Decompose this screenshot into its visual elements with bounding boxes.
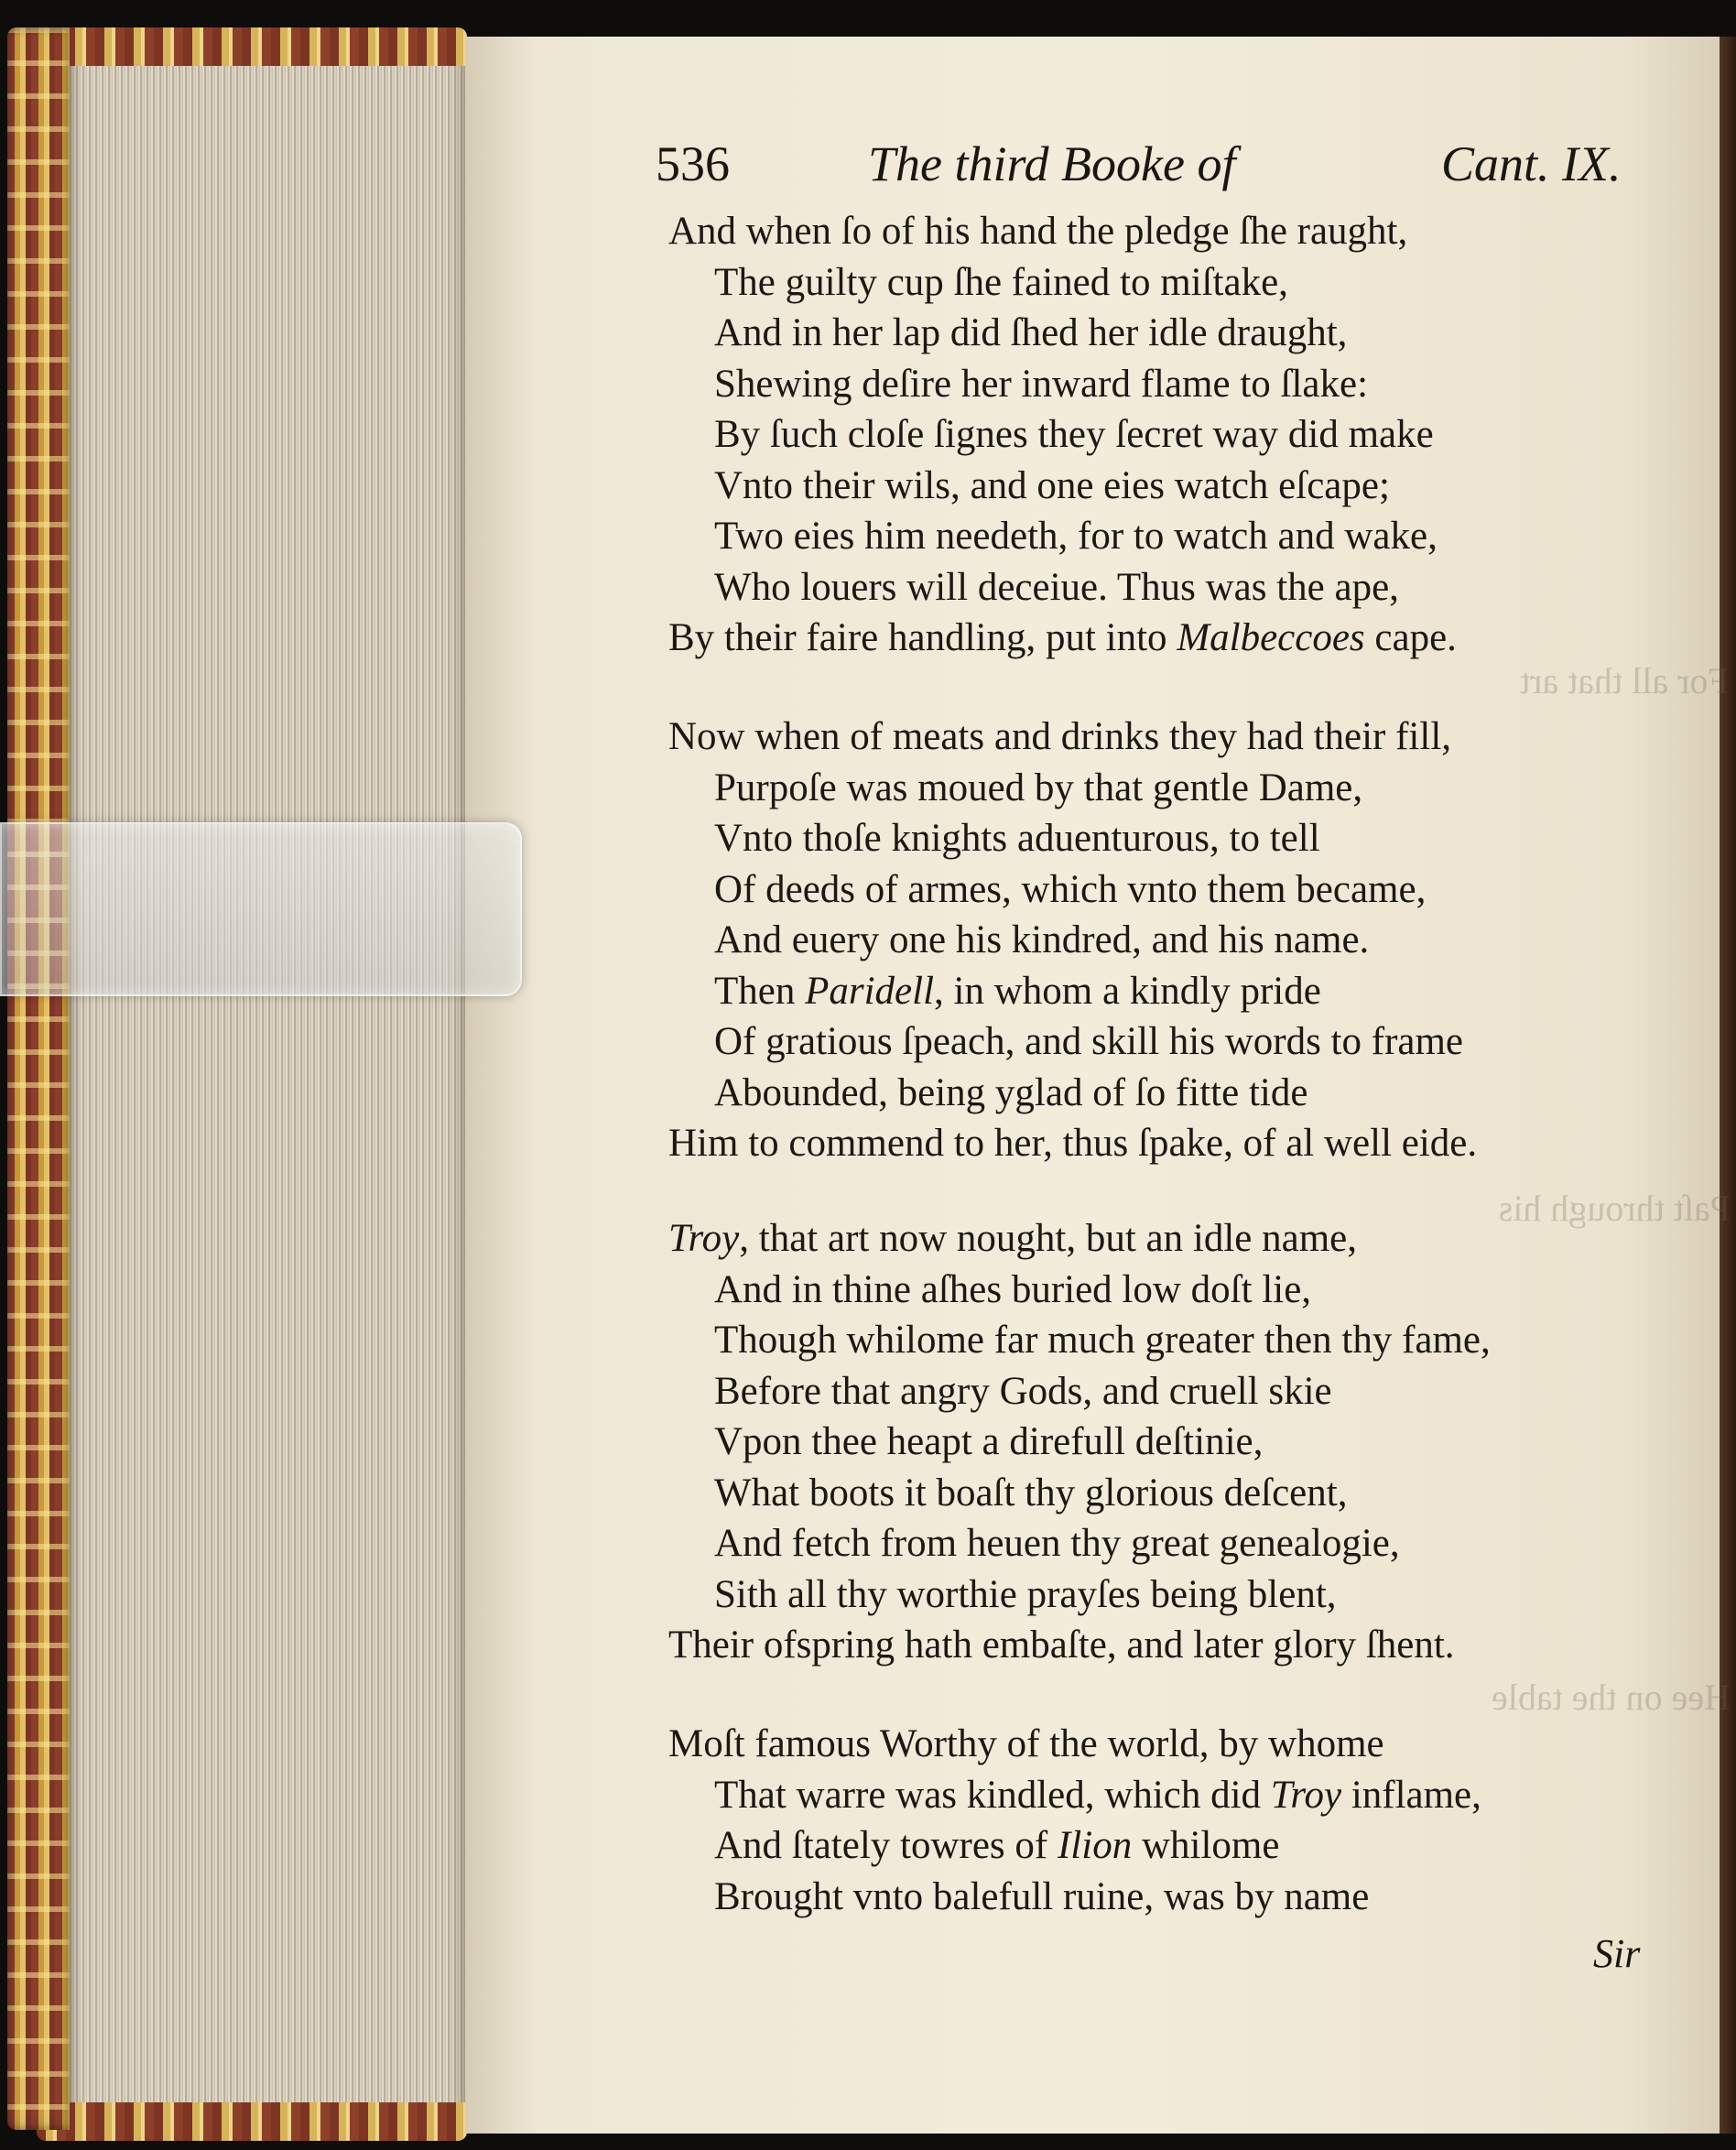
verse-text: Though whilome far much greater then thy fame, bbox=[714, 1319, 1491, 1362]
verse-line bbox=[714, 1874, 1369, 1919]
verse-line bbox=[714, 565, 1399, 610]
verse-text: And fetch from heuen thy great genealogie, bbox=[714, 1522, 1400, 1565]
verse-line bbox=[714, 1773, 1481, 1818]
verse-text: By their faire handling, put into bbox=[668, 616, 1177, 659]
verse-italic-name: Malbeccoes bbox=[1177, 616, 1365, 659]
verse-line bbox=[714, 1070, 1307, 1115]
verse-line bbox=[714, 766, 1362, 810]
verse-text: That warre was kindled, which did bbox=[714, 1773, 1271, 1817]
verse-line bbox=[714, 260, 1288, 305]
verse-text: What boots it boaſt thy glorious deſcent, bbox=[714, 1471, 1348, 1515]
verse-line bbox=[668, 1721, 1384, 1766]
verse-italic-name: Troy bbox=[1270, 1773, 1342, 1817]
gilt-cover-bottom-edge bbox=[37, 2102, 467, 2141]
verse-line bbox=[714, 1019, 1463, 1064]
verse-text: Abounded, being yglad of ſo fitte tide bbox=[714, 1070, 1308, 1114]
verse-text: Purpoſe was moued by that gentle Dame, bbox=[714, 766, 1363, 809]
verse-text: And in her lap did ſhed her idle draught, bbox=[714, 311, 1348, 354]
verse-line bbox=[714, 1572, 1337, 1617]
verse-text: , in whom a kindly pride bbox=[934, 969, 1321, 1013]
catchword: Sir bbox=[1593, 1931, 1641, 1976]
verse-text: Before that angry Gods, and cruell skie bbox=[714, 1369, 1332, 1413]
verse-text: Shewing deſire her inward flame to ſlake: bbox=[714, 362, 1369, 406]
verse-line bbox=[714, 969, 1321, 1014]
verse-line bbox=[714, 1419, 1263, 1464]
verse-text: And in thine aſhes buried low doſt lie, bbox=[714, 1267, 1312, 1311]
verse-italic-name: Paridell bbox=[805, 969, 935, 1013]
verse-text: Of gratious ſpeach, and skill his words to frame bbox=[714, 1020, 1464, 1063]
verse-text: , that art now nought, but an idle name, bbox=[739, 1217, 1357, 1260]
page-clip bbox=[0, 822, 522, 996]
book-photograph: For all that art Paſt through his Hee on the table 536 The third Booke of Cant. IX. And when ſo of his hand the pledge ſhe raught, The guilty cup ſhe fained to miſtake, And in her lap did ſhed her idle draught, Shewing deſire her inward flame to ſlake: By ſuch cloſe ſignes they ſecret way did make Vnto their wils, and one eies watch eſcape; Two eies him needeth, for to watch and wake, Who louers will deceiue. Thus was the ape, By their faire handling, put into Malbeccoes cape. Now when of meats and drinks they had their fill, Purpoſe was moued by that gentle Dame, Vnto thoſe knights aduenturous, to tell Of deeds of armes, which vnto them became, And euery one his kindred, and his name. Then Paridell, in whom a kindly pride Of gratious ſpeach, and skill his words to frame Abounded, being yglad of ſo fitte tide Him to commend to her, thus ſpake, of al well eide. Troy, that art now nought, but an idle name, And in thine aſhes buried low doſt lie, Though whilome far much greater then thy fame, Before that angry Gods, and cruell skie Vpon thee heapt a direfull deſtinie, What boots it boaſt thy glorious deſcent, And fetch from heuen thy great genealogie, Sith all thy worthie prayſes being blent, Their ofspring hath embaſte, and later glory ſhent. Moſt famous Worthy of the world, by whome That warre was kindled, which did Troy inflame, And ſtately towres of Ilion whilome Brought vnto balefull ruine, was by name Sir bbox=[0, 0, 1736, 2150]
verse-italic-name: Troy bbox=[668, 1217, 740, 1260]
gilt-cover-left-edge bbox=[7, 27, 70, 2130]
verse-text: Now when of meats and drinks they had their fill, bbox=[668, 715, 1452, 758]
canto-label: Cant. IX. bbox=[1441, 136, 1622, 191]
verse-text: whilome bbox=[1132, 1824, 1280, 1867]
verse-line bbox=[668, 1121, 1477, 1166]
verse-line bbox=[714, 1267, 1311, 1312]
verse-line bbox=[668, 209, 1407, 254]
verse-line bbox=[714, 1318, 1491, 1363]
gilt-cover-top-edge bbox=[37, 27, 467, 66]
verse-text: Brought vnto balefull ruine, was by name bbox=[714, 1874, 1370, 1918]
verse-text: Vnto their wils, and one eies watch eſcape; bbox=[714, 463, 1390, 507]
verse-line bbox=[714, 918, 1369, 962]
verse-line bbox=[714, 1369, 1332, 1414]
verse-line bbox=[714, 867, 1426, 912]
verse-text: Their ofspring hath embaſte, and later glory ſhent. bbox=[668, 1623, 1455, 1667]
verse-line bbox=[668, 714, 1451, 759]
verse-text: Him to commend to her, thus ſpake, of al well eide. bbox=[668, 1122, 1478, 1165]
verse-text: Moſt famous Worthy of the world, by whome bbox=[668, 1722, 1384, 1765]
verse-line bbox=[714, 412, 1434, 457]
verse-text: Two eies him needeth, for to watch and wake, bbox=[714, 515, 1438, 558]
verse-text: And ſtately towres of bbox=[714, 1824, 1058, 1867]
verse-line bbox=[668, 615, 1457, 660]
verse-line bbox=[714, 463, 1390, 508]
verse-line bbox=[714, 362, 1368, 407]
page-number: 536 bbox=[656, 136, 730, 191]
verse-line bbox=[714, 816, 1320, 861]
verse-text: Sith all thy worthie prayſes being blent, bbox=[714, 1572, 1337, 1616]
verse-italic-name: Ilion bbox=[1057, 1824, 1133, 1867]
verse-text: And when ſo of his hand the pledge ſhe raught, bbox=[668, 210, 1408, 253]
verse-line bbox=[668, 1623, 1455, 1667]
verse-line bbox=[714, 514, 1438, 559]
verse-line bbox=[668, 1216, 1357, 1261]
verse-text: Then bbox=[714, 969, 806, 1013]
verse-line bbox=[714, 1823, 1279, 1868]
verse-line bbox=[714, 310, 1347, 355]
verse-line bbox=[714, 1521, 1400, 1566]
verse-text: The guilty cup ſhe fained to miſtake, bbox=[714, 260, 1288, 304]
verse-text: Vpon thee heapt a direfull deſtinie, bbox=[714, 1420, 1264, 1463]
running-title: The third Booke of bbox=[868, 136, 1236, 191]
verse-line bbox=[714, 1471, 1347, 1515]
verse-text: cape. bbox=[1364, 616, 1457, 659]
verse-text: Vnto thoſe knights aduenturous, to tell bbox=[714, 817, 1320, 860]
verse-text: inflame, bbox=[1341, 1773, 1481, 1817]
verse-text: And euery one his kindred, and his name. bbox=[714, 918, 1370, 961]
page-fore-edge bbox=[70, 44, 467, 2121]
verse-text: Who louers will deceiue. Thus was the ape, bbox=[714, 565, 1399, 609]
verse-text: Of deeds of armes, which vnto them became, bbox=[714, 867, 1427, 911]
verse-text: By ſuch cloſe ſignes they ſecret way did make bbox=[714, 413, 1434, 456]
